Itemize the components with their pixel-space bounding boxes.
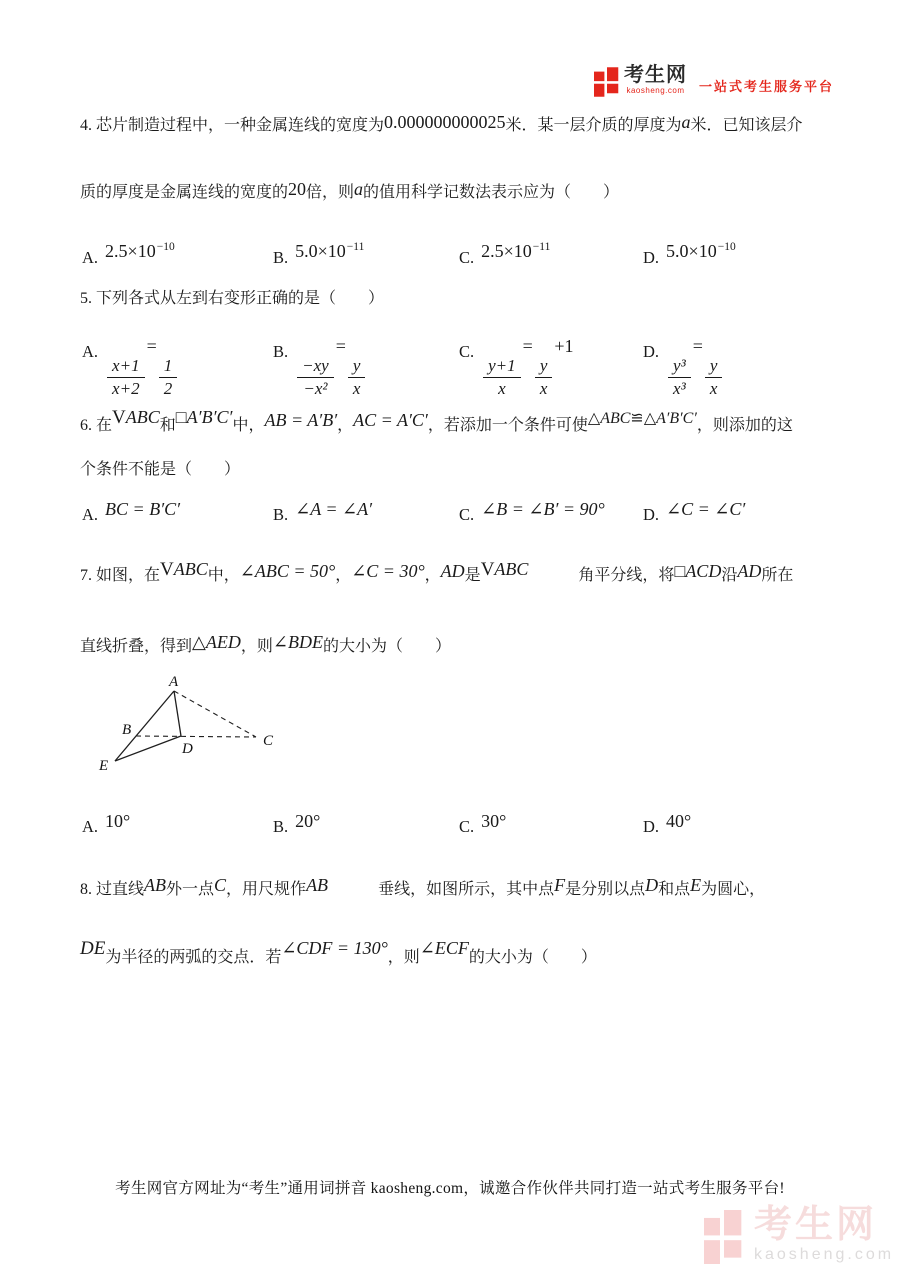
- segment: 7. 如图，在: [80, 567, 161, 584]
- segment: 2.5×10: [105, 241, 156, 261]
- fraction-denominator: −x²: [303, 379, 328, 399]
- segment: ，则: [387, 949, 420, 966]
- option-value: [105, 241, 175, 267]
- question-6-options: [82, 494, 842, 531]
- fraction: [705, 356, 723, 400]
- segment: a: [354, 179, 364, 199]
- option-5-c: [459, 322, 643, 400]
- segment: ∠C = ∠C′: [666, 499, 746, 519]
- segment: 是分别以点: [565, 881, 646, 898]
- question-4-line-2: [80, 176, 840, 206]
- segment: 中，: [232, 417, 265, 434]
- segment: ∠B = ∠B′ = 90°: [481, 499, 605, 519]
- segment: =: [146, 336, 157, 356]
- fraction: [107, 356, 145, 400]
- segment: DE: [80, 938, 106, 959]
- option-label: A.: [82, 505, 99, 524]
- segment: 个条件不能是（ ）: [80, 461, 241, 478]
- segment: F: [554, 875, 566, 895]
- segment: 10°: [105, 811, 131, 831]
- segment: V: [480, 559, 495, 580]
- segment: AD: [737, 561, 762, 581]
- segment: AC = A′C′: [353, 410, 428, 430]
- segment: V: [160, 559, 174, 580]
- question-8-line-1: [80, 872, 840, 903]
- option-6-c: [459, 494, 643, 531]
- segment: ，: [335, 567, 352, 584]
- fraction-denominator: x: [539, 379, 548, 399]
- segment: △AED: [192, 632, 241, 652]
- segment: 的值用科学记数法表示应为（ ）: [363, 184, 620, 201]
- logo-brand-text: 考生网: [623, 64, 687, 86]
- option-5-b: [273, 322, 459, 400]
- segment: 质的厚度是金属连线的宽度的: [80, 184, 289, 201]
- segment: E: [690, 875, 702, 895]
- triangle-figure: [95, 668, 315, 788]
- segment: 0.000000000025: [384, 112, 506, 132]
- segment: ，: [337, 417, 354, 434]
- figure-label-d: D: [182, 741, 193, 757]
- option-value: [295, 241, 365, 267]
- segment: 米．某一层介质的厚度为: [505, 117, 682, 134]
- segment: ，用尺规作: [226, 881, 307, 898]
- fraction: [348, 356, 366, 400]
- question-7-line-1: [80, 556, 840, 589]
- segment: 2.5×10: [481, 241, 532, 261]
- segment: =: [692, 336, 703, 356]
- fraction-denominator: x: [352, 379, 361, 399]
- segment: △ABC≌△A′B′C′: [587, 410, 697, 427]
- fraction-denominator: 2: [163, 379, 173, 399]
- option-label: D.: [643, 342, 660, 361]
- segment: ∠A = ∠A′: [295, 499, 373, 519]
- fraction-numerator: x+1: [107, 356, 145, 378]
- watermark-logo-icon: [704, 1210, 744, 1264]
- segment: 5.0×10: [295, 241, 346, 261]
- option-7-d: [643, 806, 842, 843]
- segment: ∠CDF = 130°: [281, 938, 388, 958]
- watermark-domain-text: kaosheng.com: [754, 1246, 895, 1263]
- segment: □: [175, 407, 187, 427]
- option-label: D.: [643, 248, 660, 267]
- logo-brand-domain: kaosheng.com: [626, 86, 685, 95]
- option-6-d: [643, 494, 842, 531]
- option-label: C.: [459, 342, 475, 361]
- segment: AD: [440, 561, 465, 581]
- segment: =: [522, 336, 533, 356]
- option-label: A.: [82, 817, 99, 836]
- option-4-b: [273, 232, 459, 274]
- option-label: C.: [459, 817, 475, 836]
- option-value: [481, 336, 574, 399]
- question-4-line-1: [80, 109, 840, 139]
- segment: ACD: [685, 561, 722, 581]
- question-6-line-2: [80, 457, 840, 483]
- segment: 倍，则: [306, 184, 355, 201]
- segment: ，若添加一个条件可使: [427, 417, 588, 434]
- segment: ∠C = 30°: [351, 561, 425, 581]
- segment: ∠ECF: [419, 938, 469, 958]
- segment: =: [335, 336, 346, 356]
- segment: −11: [532, 241, 551, 253]
- option-value: [481, 241, 551, 267]
- watermark-brand-text: 考生网: [754, 1204, 878, 1246]
- fraction-numerator: y: [348, 356, 366, 378]
- option-7-b: [273, 806, 459, 843]
- option-6-a: [82, 494, 273, 531]
- option-value: [481, 499, 605, 524]
- kaosheng-logo: [594, 64, 834, 97]
- segment: 6. 在: [80, 417, 113, 434]
- watermark-logo: [704, 1206, 894, 1264]
- option-label: A.: [82, 248, 99, 267]
- segment: 米．已知该层介: [690, 117, 803, 134]
- segment: BC = B′C′: [105, 499, 181, 519]
- figure-label-a: A: [169, 674, 179, 690]
- fraction-denominator: x³: [673, 379, 686, 399]
- option-label: C.: [459, 505, 475, 524]
- option-value: [666, 336, 724, 399]
- segment: 40°: [666, 811, 692, 831]
- option-value: [666, 811, 692, 836]
- fraction-numerator: y: [705, 356, 723, 378]
- segment: 垂线，如图所示，其中点: [378, 881, 555, 898]
- option-5-a: [82, 322, 273, 400]
- segment: 角平分线，将: [578, 567, 675, 584]
- figure-label-c: C: [263, 733, 274, 749]
- watermark-text-block: [754, 1206, 894, 1264]
- segment: 的大小为（ ）: [322, 638, 451, 655]
- option-value: [295, 336, 367, 399]
- segment: C: [214, 875, 227, 895]
- segment: AB = A′B′: [264, 410, 338, 430]
- option-label: B.: [273, 342, 289, 361]
- segment: AB: [144, 875, 167, 895]
- segment: ，: [424, 567, 441, 584]
- option-value: [666, 499, 746, 524]
- logo-slogan: 一站式考生服务平台: [698, 79, 834, 94]
- option-5-d: [643, 322, 842, 400]
- segment: 中，: [207, 567, 240, 584]
- segment: −10: [156, 241, 175, 253]
- segment: 20°: [295, 811, 321, 831]
- segment: 和点: [658, 881, 691, 898]
- option-label: A.: [82, 342, 99, 361]
- segment: 5.0×10: [666, 241, 717, 261]
- segment: 的大小为（ ）: [468, 949, 597, 966]
- option-value: [666, 241, 736, 267]
- fraction: [535, 356, 553, 400]
- question-6-line-1: [80, 404, 840, 439]
- segment: 5. 下列各式从左到右变形正确的是（ ）: [80, 290, 385, 307]
- option-value: [295, 811, 321, 836]
- segment: 8. 过直线: [80, 881, 145, 898]
- option-4-a: [82, 232, 273, 274]
- option-7-a: [82, 806, 273, 843]
- fraction: [668, 356, 691, 400]
- option-7-c: [459, 806, 643, 843]
- option-label: D.: [643, 817, 660, 836]
- segment: ABC: [125, 407, 160, 427]
- segment: ABC: [173, 559, 208, 579]
- fraction-denominator: x+2: [112, 379, 140, 399]
- option-6-b: [273, 494, 459, 531]
- segment: ，则添加的这: [696, 417, 793, 434]
- segment: 所在: [761, 567, 794, 584]
- segment: 20: [288, 179, 307, 199]
- option-label: B.: [273, 248, 289, 267]
- segment: V: [112, 407, 126, 428]
- figure-label-b: B: [122, 722, 132, 738]
- segment: AB: [306, 875, 329, 895]
- option-label: B.: [273, 505, 289, 524]
- segment: ∠ABC = 50°: [239, 561, 336, 581]
- option-label: D.: [643, 505, 660, 524]
- segment: 4. 芯片制造过程中，一种金属连线的宽度为: [80, 117, 385, 134]
- segment: +1: [554, 336, 574, 356]
- option-value: [105, 499, 181, 524]
- segment: 直线折叠，得到: [80, 638, 193, 655]
- fraction-numerator: y³: [668, 356, 691, 378]
- option-4-c: [459, 232, 643, 274]
- segment: ABC: [494, 559, 529, 579]
- footer-text: 考生网官方网址为“考生”通用词拼音 kaosheng.com，诚邀合作伙伴共同打造一站式考生服务平台!: [115, 1180, 785, 1197]
- figure-label-e: E: [99, 758, 109, 774]
- question-4-options: [82, 232, 842, 274]
- option-value: [105, 336, 179, 399]
- spacer: [328, 893, 378, 894]
- segment: 30°: [481, 811, 507, 831]
- fraction-denominator: x: [498, 379, 506, 399]
- fraction-denominator: x: [709, 379, 718, 399]
- option-value: [295, 499, 373, 524]
- segment: a: [681, 112, 691, 132]
- option-value: [481, 811, 507, 836]
- option-value: [105, 811, 131, 836]
- segment: A′B′C′: [186, 407, 233, 427]
- question-7-options: [82, 806, 842, 843]
- segment: 为半径的两弧的交点．若: [105, 949, 282, 966]
- segment: ，则: [240, 638, 273, 655]
- logo-brand-block: [624, 64, 687, 95]
- segment: 和: [159, 417, 176, 434]
- fraction: [483, 356, 521, 400]
- segment: □: [674, 561, 686, 581]
- segment: 沿: [721, 567, 738, 584]
- segment: 外一点: [166, 881, 215, 898]
- option-label: B.: [273, 817, 289, 836]
- fraction-numerator: −xy: [297, 356, 334, 378]
- segment: −10: [717, 241, 736, 253]
- question-5-line-1: [80, 286, 840, 312]
- question-8-line-2: [80, 935, 840, 971]
- kaosheng-logo-icon: [594, 67, 620, 97]
- fraction-numerator: y: [535, 356, 553, 378]
- segment: D: [645, 875, 659, 895]
- fraction-numerator: 1: [159, 356, 178, 378]
- fraction-numerator: y+1: [483, 356, 521, 378]
- spacer: [528, 579, 578, 580]
- segment: 为圆心，: [701, 881, 766, 898]
- question-5-options: [82, 322, 842, 400]
- question-7-line-2: [80, 629, 840, 660]
- segment: −11: [346, 241, 365, 253]
- option-4-d: [643, 232, 842, 274]
- fraction: [159, 356, 178, 400]
- segment: 是: [464, 567, 481, 584]
- option-label: C.: [459, 248, 475, 267]
- segment: ∠BDE: [272, 632, 323, 652]
- fraction: [297, 356, 334, 400]
